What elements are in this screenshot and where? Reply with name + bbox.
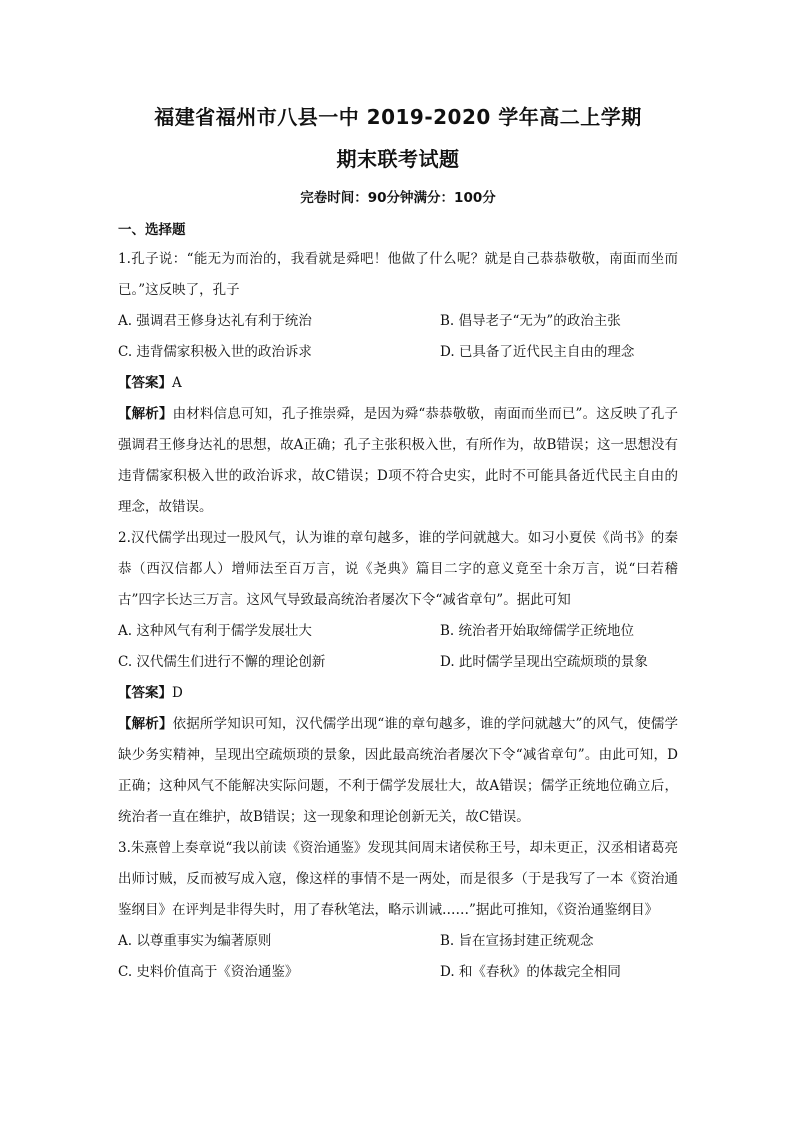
document-title [118, 100, 678, 176]
question-stem: 2.汉代儒学出现过一股风气，认为谁的章句越多，谁的学问就越大。如习小夏侯《尚书》的秦恭（西汉信都人）增师法至百万言，说《尧典》篇目二字的意义竟至十余万言，说“曰若稽古”四字长达三万言。这风气导致最高统治者屡次下令“减省章句”。据此可知 [118, 530, 678, 608]
analysis [118, 709, 678, 833]
question-stem: 1.孔子说：“能无为而治的，我看就是舜吧！他做了什么呢？就是自己恭恭敬敬，南面而坐而已。”这反映了，孔子 [118, 251, 678, 298]
option-a: A. 强调君王修身达礼有利于统治 [118, 313, 312, 329]
question-2 [118, 523, 678, 833]
option-b: B. 旨在宣扬封建正统观念 [440, 933, 594, 949]
question-3 [118, 833, 678, 988]
answer-value: D [172, 685, 183, 701]
analysis [118, 399, 678, 523]
answer-tag: 【答案】 [118, 685, 172, 701]
answer [118, 368, 678, 399]
option-c: C. 史料价值高于《资治通鉴》 [118, 964, 299, 980]
options [118, 306, 678, 368]
answer-tag: 【答案】 [118, 375, 172, 391]
analysis-tag: 【解析】 [118, 716, 173, 732]
options [118, 926, 678, 988]
option-d: D. 已具备了近代民主自由的理念 [440, 344, 635, 360]
option-b: B. 统治者开始取缔儒学正统地位 [440, 623, 635, 639]
options [118, 616, 678, 678]
option-a: A. 这种风气有利于儒学发展壮大 [118, 623, 312, 639]
question-1 [118, 244, 678, 523]
analysis-text: 依据所学知识可知，汉代儒学出现“谁的章句越多，谁的学问就越大”的风气，使儒学缺少务实精神，呈现出空疏烦琐的景象，因此最高统治者屡次下令“减省章句”。由此可知，D正确；这种风气不能解决实际问题，不利于儒学发展壮大，故A错误；儒学正统地位确立后，统治者一直在维护，故B错误；这一现象和理论创新无关，故C错误。 [118, 716, 678, 825]
title-line-2: 期末联考试题 [336, 147, 460, 171]
analysis-text: 由材料信息可知，孔子推崇舜，是因为舜“恭恭敬敬，南面而坐而已”。这反映了孔子强调君王修身达礼的思想，故A正确；孔子主张积极入世，有所作为，故B错误；这一思想没有违背儒家积极入世的政治诉求，故C错误；D项不符合史实，此时不可能具备近代民主自由的理念，故错误。 [118, 406, 678, 515]
answer [118, 678, 678, 709]
option-c: C. 违背儒家积极入世的政治诉求 [118, 344, 312, 360]
exam-page [118, 100, 678, 988]
answer-value: A [172, 375, 182, 391]
title-line-1: 福建省福州市八县一中 2019-2020 学年高二上学期 [154, 105, 642, 129]
analysis-tag: 【解析】 [118, 406, 173, 422]
exam-info: 完卷时间：90分钟满分：100分 [300, 190, 496, 206]
option-a: A. 以尊重事实为编著原则 [118, 933, 272, 949]
option-b: B. 倡导老子“无为”的政治主张 [440, 313, 621, 329]
section-heading: 一、选择题 [118, 222, 186, 238]
option-d: D. 和《春秋》的体裁完全相同 [440, 964, 621, 980]
option-c: C. 汉代儒生们进行不懈的理论创新 [118, 654, 326, 670]
option-d: D. 此时儒学呈现出空疏烦琐的景象 [440, 654, 648, 670]
question-stem: 3.朱熹曾上奏章说“我以前读《资治通鉴》发现其间周末诸侯称王号，却未更正，汉丞相诸葛亮出师讨贼，反而被写成入寇，像这样的事情不是一两处，而是很多（于是我写了一本《资治通鉴纲目》在评判是非得失时，用了春秋笔法，略示训诫……”据此可推知，《资治通鉴纲目》 [118, 840, 678, 918]
